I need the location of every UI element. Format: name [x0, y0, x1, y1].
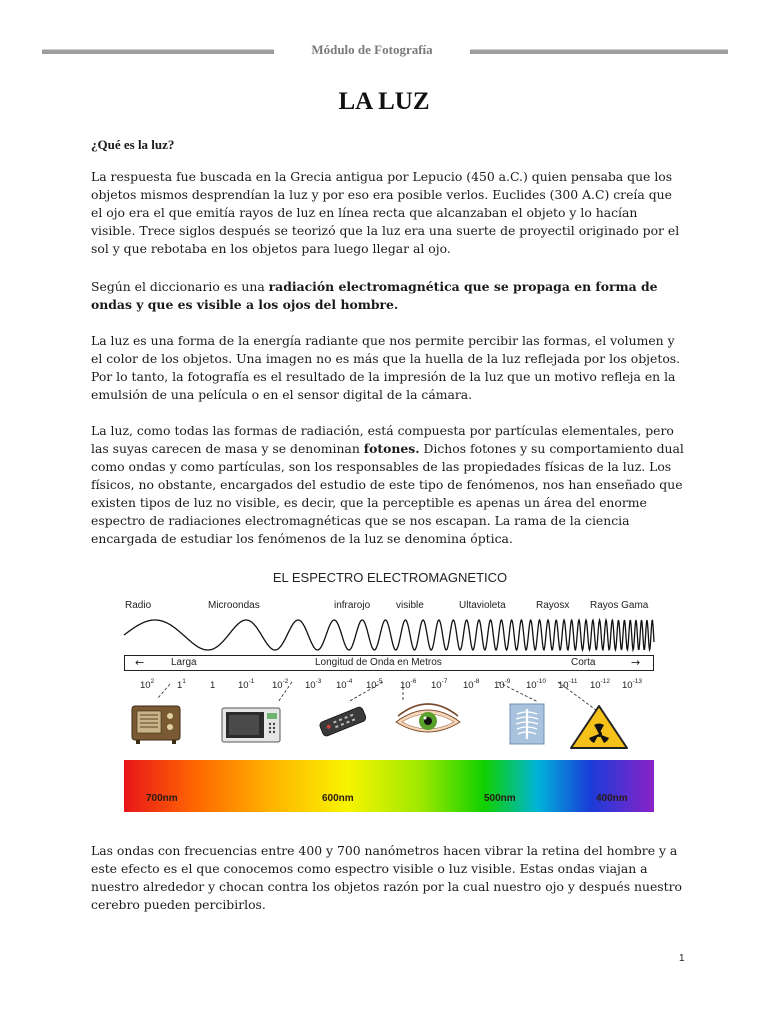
- photons-bold: fotones.: [363, 441, 420, 456]
- wavelength-scale-bar: [124, 655, 654, 671]
- exponent-label: $10^{-2}$: [272, 678, 289, 691]
- wave-line: [124, 620, 654, 650]
- paragraph-history: [91, 168, 685, 258]
- exponent-label: 1: [210, 680, 216, 691]
- exponent-label: $10^{-6}$: [400, 678, 417, 691]
- radio-icon: [132, 706, 180, 744]
- page-title: LA LUZ: [338, 88, 430, 115]
- eye-icon: [396, 704, 460, 732]
- exponent-label: $10^{-10}$: [526, 678, 546, 691]
- scale-label-short: Corta: [571, 657, 596, 668]
- photons-lead: La luz, como todas las formas de radiación, está compuesta por partículas elementales, pero las suyas carecen de masa y se denominan: [91, 423, 674, 456]
- exponent-label: $10^{-13}$: [622, 678, 642, 691]
- wave-graphic: [118, 616, 662, 654]
- xray-icon: [510, 704, 544, 744]
- photons-rest: Dichos fotones y su comportamiento dual como ondas y como partículas, son los responsables de las propiedades físicas de la luz. Los físicos, no obstante, encargados del estudio de este tipo de fenómenos, nos han enseñado que existen tipos de luz no visible, es decir, que la perceptible es apenas un área del enorme espectro de radiaciones electromagnéticas que se nos escapan. La rama de la ciencia encargada de estudiar los fenómenos de la luz se denomina óptica.: [91, 441, 684, 546]
- band-label-infrarojo: infrarojo: [334, 600, 371, 611]
- remote-control-icon: [319, 706, 367, 737]
- section-question: ¿Qué es la luz?: [91, 137, 175, 152]
- band-label-ultavioleta: Ultavioleta: [459, 600, 506, 611]
- header-title: Módulo de Fotografía: [311, 42, 433, 57]
- paragraph-definition: [91, 278, 685, 314]
- page-number: 1: [679, 953, 685, 964]
- visible-spectrum-bar: [124, 760, 654, 812]
- exponent-label: $10^{-4}$: [336, 678, 353, 691]
- nm-label-700: 700nm: [146, 793, 178, 804]
- paragraph-visible-light-text: Las ondas con frecuencias entre 400 y 700 nanómetros hacen vibrar la retina del hombre y a este efecto es el que conocemos como espectro visible o luz visible. Estas ondas viajan a nuestro alrededor y chocan contra los objetos razón por la cual nuestro ojo y después nuestro cerebro pueden percibirlos.: [91, 843, 683, 912]
- header-rule-left: [42, 49, 274, 54]
- paragraph-energy-text: La luz es una forma de la energía radiante que nos permite percibir las formas, el volumen y el color de los objetos. Una imagen no es más que la huella de la luz reflejada por los objetos. Por lo tanto, la fotografía es el resultado de la impresión de la luz que un motivo refleja en la emulsión de una película o en el sensor digital de la cámara.: [91, 333, 681, 402]
- exponent-label: $10^{-9}$: [494, 678, 511, 691]
- spectrum-figure: [118, 566, 662, 820]
- nm-label-400: 400nm: [596, 793, 628, 804]
- scale-label-long: Larga: [171, 657, 197, 668]
- definition-bold: radiación electromagnética que se propaga en forma de ondas y que es visible a los ojos del hombre.: [91, 279, 658, 312]
- band-label-rayos-gama: Rayos Gama: [590, 600, 649, 611]
- paragraph-photons: [91, 422, 685, 548]
- exponent-label: $10^{-1}$: [238, 678, 255, 691]
- arrow-right-icon: →: [631, 656, 641, 669]
- paragraph-visible-light: [91, 842, 685, 914]
- exponent-label: $1^1$: [177, 678, 186, 691]
- band-label-visible: visible: [396, 600, 424, 611]
- figure-title: EL ESPECTRO ELECTROMAGNETICO: [272, 570, 508, 585]
- exponent-label: $10^{-12}$: [590, 678, 610, 691]
- microwave-icon: [222, 708, 280, 742]
- spectrum-icons: [118, 680, 662, 758]
- exponent-label: $10^{-5}$: [366, 678, 383, 691]
- nm-label-600: 600nm: [322, 793, 354, 804]
- paragraph-energy: [91, 332, 685, 404]
- radiation-icon: [571, 706, 627, 748]
- exponent-label: $10^{-3}$: [305, 678, 322, 691]
- page-header: [0, 40, 768, 64]
- scale-label-center: Longitud de Onda en Metros: [315, 657, 442, 668]
- exponent-label: $10^{-8}$: [463, 678, 480, 691]
- band-label-rayosx: Rayosx: [536, 600, 570, 611]
- arrow-left-icon: ←: [135, 656, 145, 669]
- exponent-label: $10^{-7}$: [431, 678, 448, 691]
- header-rule-right: [470, 49, 728, 54]
- definition-lead: Según el diccionario es una: [91, 279, 269, 294]
- band-label-microondas: Microondas: [208, 600, 260, 611]
- paragraph-history-text: La respuesta fue buscada en la Grecia antigua por Lepucio (450 a.C.) quien pensaba que los objetos mismos desprendían la luz y por eso era posible verlos. Euclides (300 A.C) creía que el ojo era el que emitía rayos de luz en línea recta que alcanzaban el objeto y lo hacían visible. Trece siglos después se teorizó que la luz era una suerte de proyectil originado por el sol y que rebotaba en los objetos para luego llegar al ojo.: [91, 169, 680, 256]
- band-label-radio: Radio: [125, 600, 152, 611]
- exponent-label: $10^2$: [140, 678, 155, 691]
- nm-label-500: 500nm: [484, 793, 516, 804]
- exponent-label: $10^{-11}$: [558, 678, 578, 691]
